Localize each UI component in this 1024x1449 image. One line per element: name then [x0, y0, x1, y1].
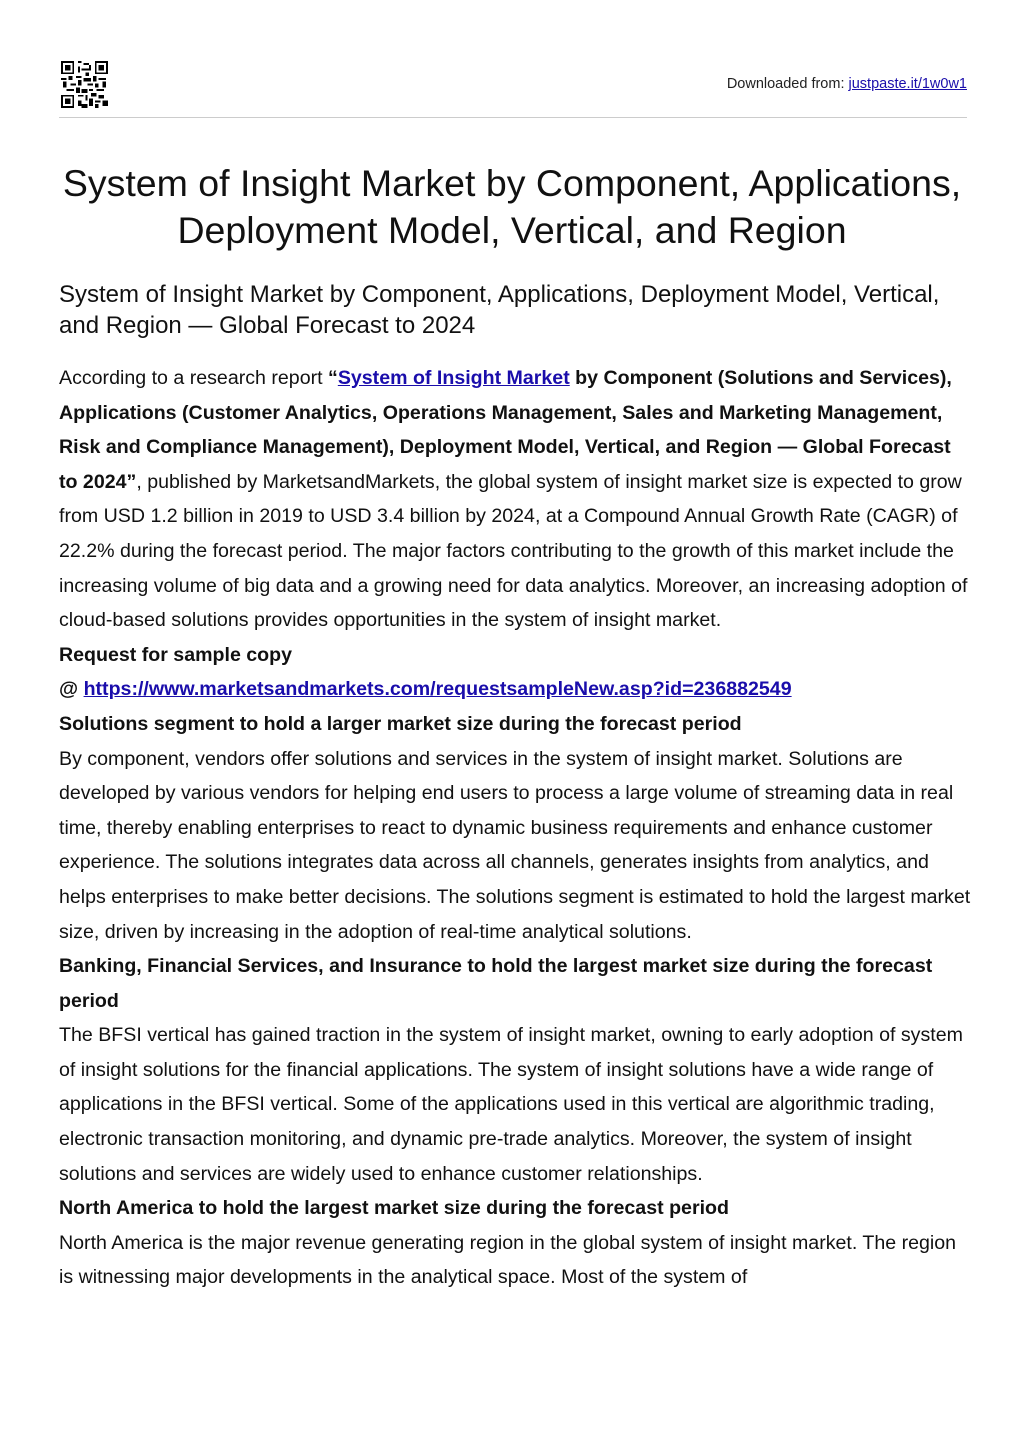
page-title: System of Insight Market by Component, Applications, Deployment Model, Vertical, and Region: [62, 162, 962, 251]
sample-link-line: [59, 672, 971, 707]
section-body: North America is the major revenue generating region in the global system of insight market. The region is witnessing major developments in the analytical space. Most of the system of: [59, 1231, 957, 1289]
sample-label-text: Request for sample copy: [59, 643, 293, 666]
section-body: By component, vendors offer solutions and services in the system of insight market. Solutions are developed by various vendors for helping end users to process a large volume of streaming data in real time, thereby enabling enterprises to react to dynamic business requirements and enhance customer experience. The solutions integrates data across all channels, generates insights from analytics, and helps enterprises to make better decisions. The solutions segment is estimated to hold the largest market size, driven by increasing in the adoption of real-time analytical solutions.: [59, 747, 971, 943]
section-heading-text: Solutions segment to hold a larger market size during the forecast period: [59, 712, 742, 735]
at-sign: @: [59, 678, 84, 701]
section-body: The BFSI vertical has gained traction in the system of insight market, owning to early adoption of system of insight solutions for the financial applications. The system of insight solutions have a wide range of applications in the BFSI vertical. Some of the applications used in this vertical are algorithmic trading, electronic transaction monitoring, and dynamic pre-trade analytics. Moreover, the system of insight solutions and services are widely used to enhance customer relationships.: [59, 1024, 963, 1185]
section-heading: [59, 707, 971, 742]
qr-code-icon: [61, 61, 108, 108]
section-heading-text: Banking, Financial Services, and Insurance to hold the largest market size during the forecast period: [59, 955, 933, 1012]
page-header: [59, 59, 967, 118]
downloaded-from: [727, 76, 967, 92]
intro-text: , published by MarketsandMarkets, the global system of insight market size is expected to grow from USD 1.2 billion in 2019 to USD 3.4 billion by 2024, at a Compound Annual Growth Rate (CAGR) of 22.2% during the forecast period. The major factors contributing to the growth of this market include the increasing volume of big data and a growing need for data analytics. Moreover, an increasing adoption of cloud-based solutions provides opportunities in the system of insight market.: [59, 470, 968, 632]
open-quote: “: [328, 367, 338, 389]
report-title-rest: by Component (Solutions and Services), Applications (Customer Analytics, Operations Management, Sales and Marketing Management, Risk and Compliance Management), Deployment Model, Vertical, and Region — Global Forecast to 2024”: [59, 367, 952, 493]
sample-link[interactable]: https://www.marketsandmarkets.com/requestsampleNew.asp?id=236882549: [83, 678, 792, 701]
section-heading-text: North America to hold the largest market size during the forecast period: [59, 1197, 729, 1220]
sample-label: [59, 638, 971, 673]
intro-prefix: According to a research report: [59, 367, 329, 389]
downloaded-label: Downloaded from:: [726, 76, 849, 92]
section-heading: [59, 949, 971, 1018]
source-link[interactable]: justpaste.it/1w0w1: [848, 76, 967, 92]
section-heading: [59, 1191, 971, 1226]
page-subtitle: System of Insight Market by Component, Applications, Deployment Model, Vertical, and Region — Global Forecast to 2024: [59, 281, 940, 339]
report-link[interactable]: System of Insight Market: [337, 367, 570, 389]
intro-paragraph: [59, 361, 971, 638]
article-body: [59, 361, 971, 1295]
